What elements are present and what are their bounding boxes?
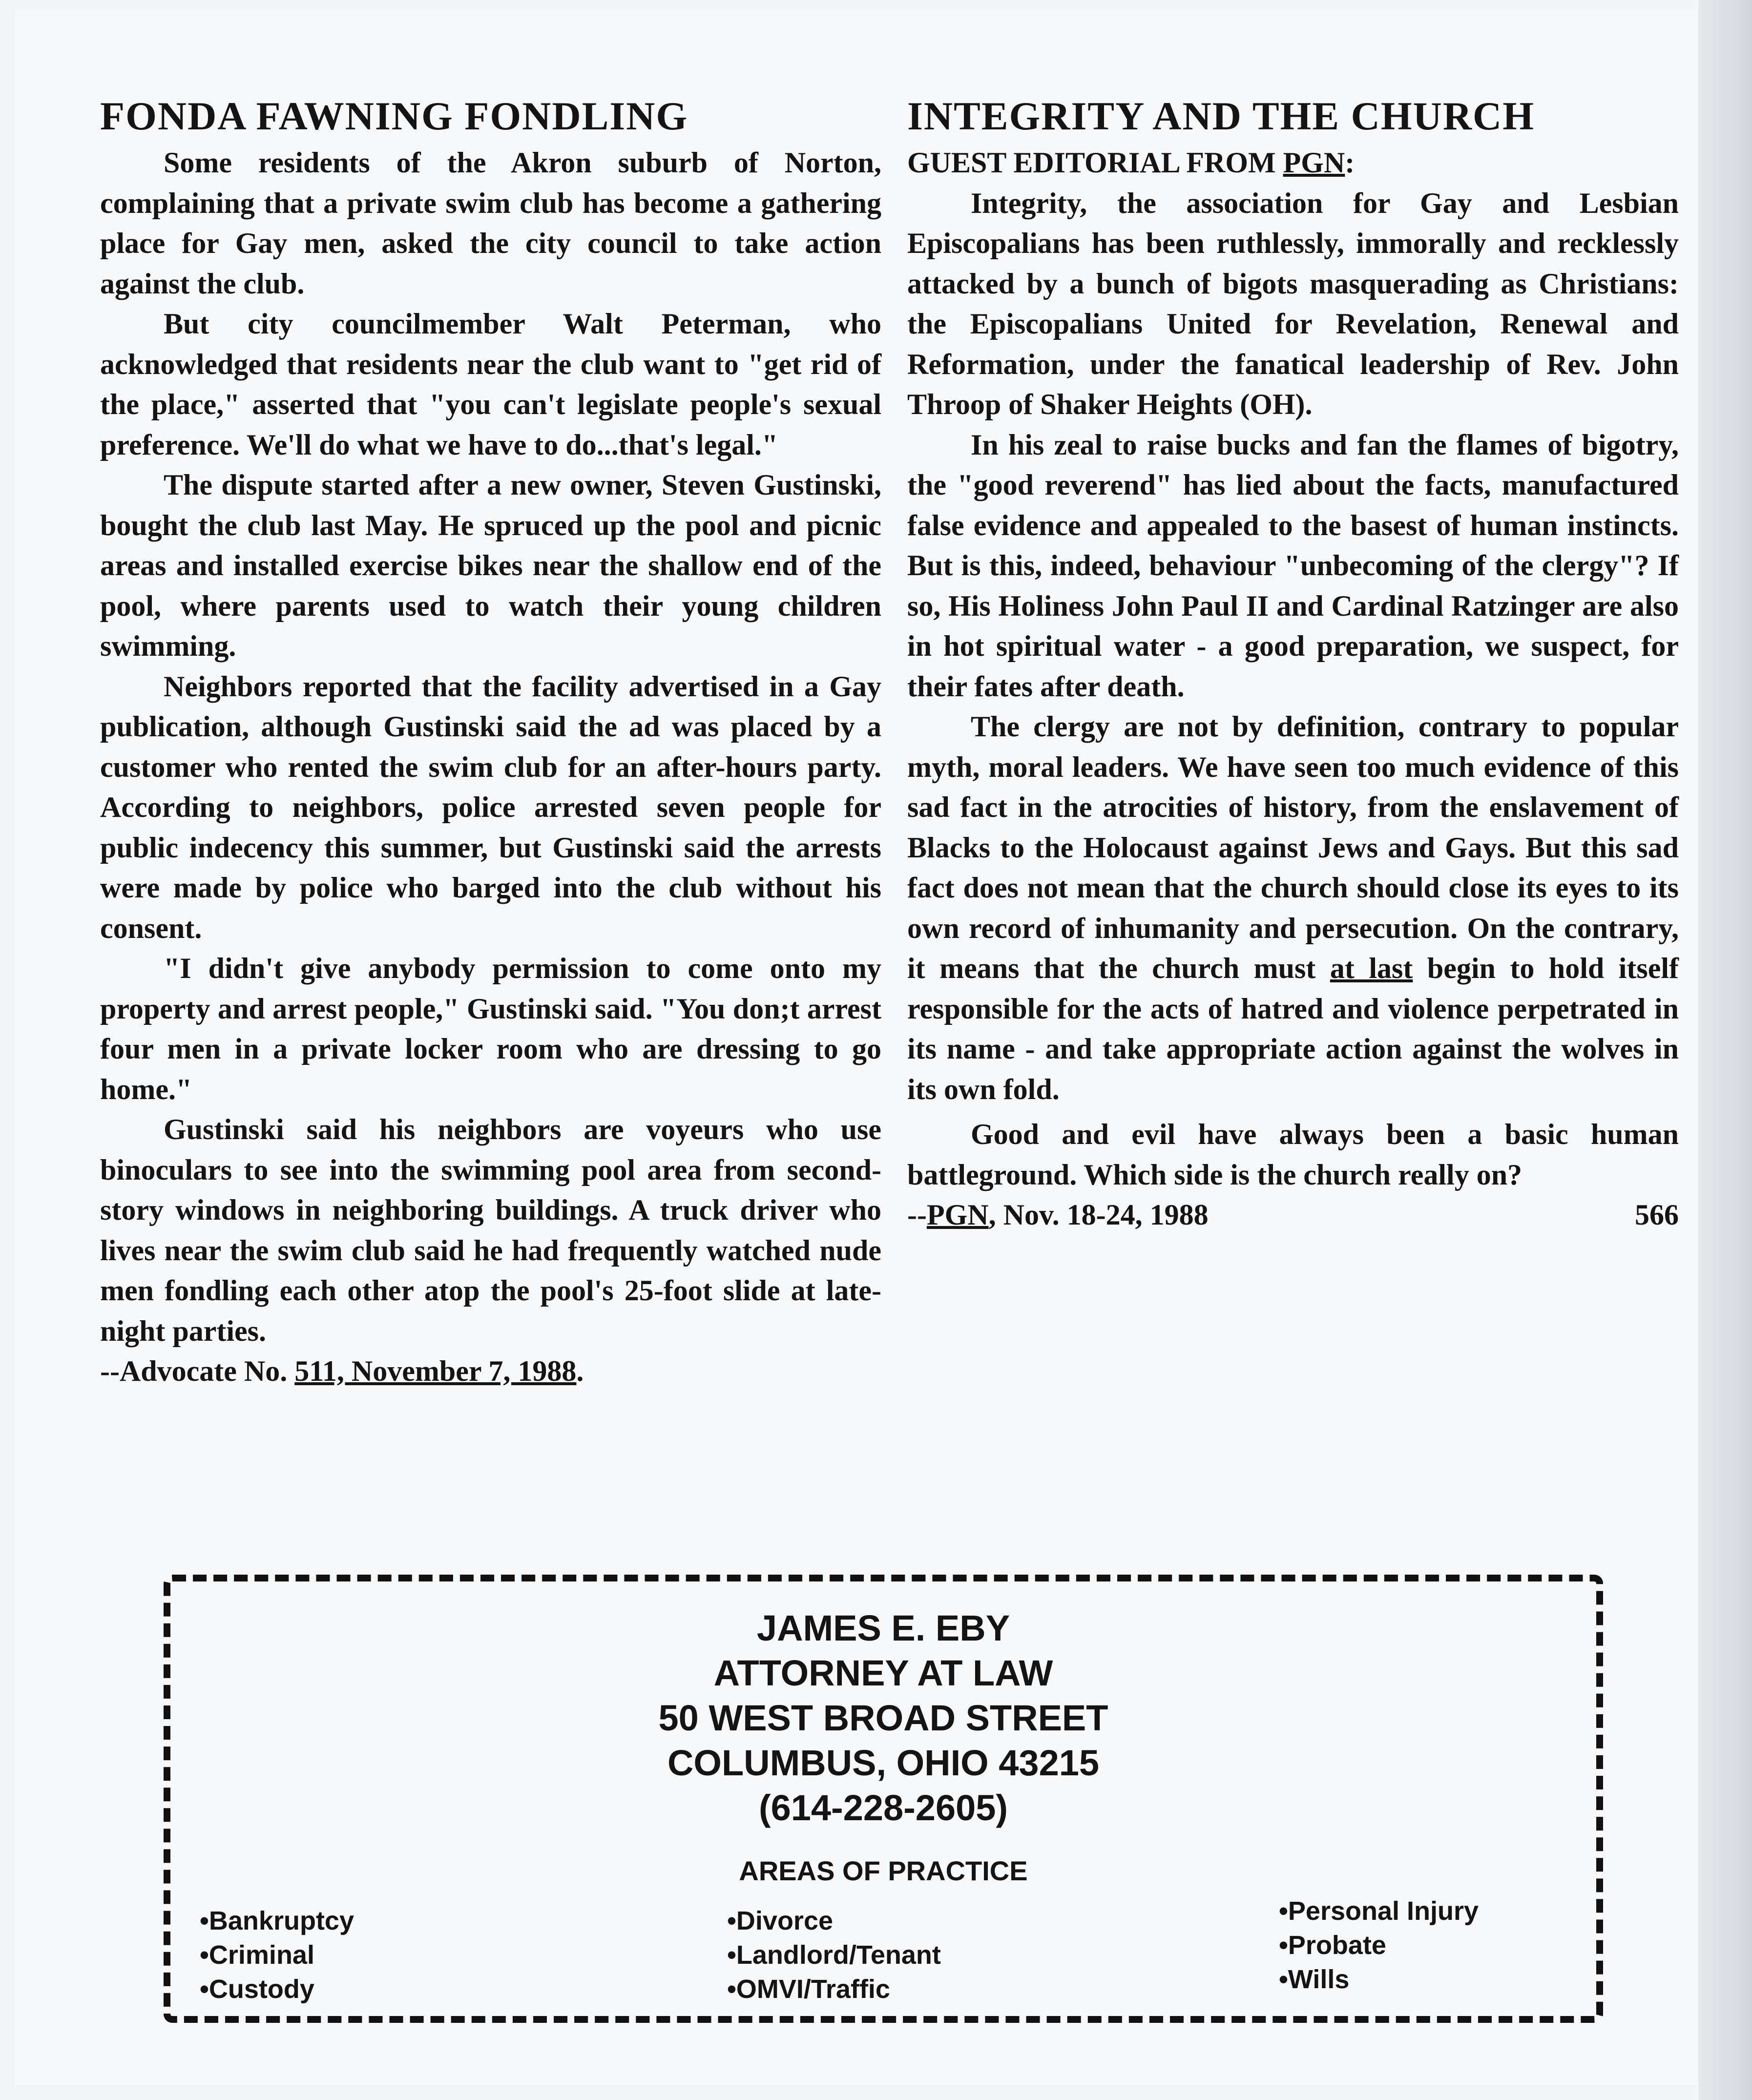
underlined-text: at last [1330, 952, 1413, 984]
page-number: 566 [1635, 1199, 1679, 1231]
practice-item: • Bankruptcy [200, 1904, 354, 1938]
attorney-title: ATTORNEY AT LAW [713, 1653, 1053, 1693]
right-headline: INTEGRITY AND THE CHURCH [907, 94, 1535, 138]
text-span: The clergy are not by definition, contrary to popular myth, moral leaders. We have seen too much evidence of this sad fact in the atrocities of history, from the enslavement of Blacks to the Holocaust against Jews and Gays. But this sad fact does not mean that the church should close its eyes to its own record of inhumanity and persecution. On the contrary, it means that the church must [907, 710, 1679, 984]
paragraph [907, 707, 1679, 1109]
practice-item: • Wills [1279, 1962, 1479, 1996]
practice-list-3 [1279, 1894, 1479, 1996]
source-prefix: -- [907, 1199, 927, 1231]
practice-item: • Probate [1279, 1928, 1479, 1962]
practice-list-2 [727, 1904, 941, 2006]
practice-item: • OMVI/Traffic [727, 1972, 941, 2006]
paragraph: "I didn't give anybody permission to come onto my property and arrest people," Gustinski said. "You don;t arrest four men in a private locker room who are dressing to go home." [100, 952, 881, 1105]
source-name: PGN [926, 1199, 989, 1231]
paragraph: But city councilmember Walt Peterman, who acknowledged that residents near the club want to "get rid of the place," asserted that "you can't legislate people's sexual preference. We'll do what we have to do...that's legal." [100, 308, 881, 461]
subhead [907, 143, 1679, 183]
source-credit [100, 1351, 881, 1392]
street-address: 50 WEST BROAD STREET [658, 1698, 1108, 1738]
areas-heading: AREAS OF PRACTICE [739, 1855, 1028, 1886]
practice-item: • Divorce [727, 1904, 941, 1938]
subhead-source: PGN [1283, 146, 1345, 179]
paragraph: In his zeal to raise bucks and fan the flames of bigotry, the "good reverend" has lied about the facts, manufactured false evidence and appealed to the basest of human instincts. But is this, indeed, behaviour "unbecoming of the clergy"? If so, His Holiness John Paul II and Cardinal Ratzinger are also in hot spiritual water - a good preparation, we suspect, for their fates after death. [907, 428, 1679, 703]
attorney-name: JAMES E. EBY [756, 1608, 1010, 1648]
paragraph: Neighbors reported that the facility advertised in a Gay publication, although Gustinski said the ad was placed by a customer who rented the swim club for an after-hours party. According to neighbors, police arrested seven people for public indecency this summer, but Gustinski said the arrests were made by police who barged into the club without his consent. [100, 670, 881, 944]
right-article [907, 93, 1679, 1235]
practice-item: • Criminal [200, 1938, 354, 1972]
text-span: begin to hold itself responsible for the acts of hatred and violence perpetrated in its name - and take appropriate action against the wolves in its own fold. [907, 952, 1679, 1105]
left-headline: FONDA FAWNING FONDLING [100, 94, 688, 138]
paragraph: The dispute started after a new owner, Steven Gustinski, bought the club last May. He spruced up the pool and picnic areas and installed exercise bikes near the shallow end of the pool, where parents used to watch their young children swimming. [100, 469, 881, 662]
page-edge-shadow [1698, 0, 1752, 2100]
source-prefix: --Advocate No. [100, 1355, 295, 1387]
source-issue: 511, November 7, 1988 [294, 1355, 577, 1387]
phone-number: (614-228-2605) [758, 1788, 1008, 1828]
paragraph: Some residents of the Akron suburb of Norton, complaining that a private swim club has become a gathering place for Gay men, asked the city council to take action against the club. [100, 146, 881, 300]
source-date: , Nov. 18-24, 1988 [988, 1199, 1209, 1231]
ad-header [170, 1606, 1596, 1830]
source-credit-row [907, 1195, 1679, 1235]
source-credit [907, 1195, 1209, 1235]
subhead-suffix: : [1345, 146, 1355, 179]
practice-item: • Custody [200, 1972, 354, 2006]
left-article [100, 93, 881, 1392]
practice-item: • Personal Injury [1279, 1894, 1479, 1928]
practice-item: • Landlord/Tenant [727, 1938, 941, 1972]
subhead-prefix: GUEST EDITORIAL FROM [907, 146, 1283, 179]
source-suffix: . [576, 1355, 584, 1387]
attorney-advertisement [164, 1575, 1603, 2023]
city-address: COLUMBUS, OHIO 43215 [667, 1743, 1100, 1783]
paragraph: Integrity, the association for Gay and Lesbian Episcopalians has been ruthlessly, immorally and recklessly attacked by a bunch of bigots masquerading as Christians: the Episcopalians United for Revelation, Renewal and Reformation, under the fanatical leadership of Rev. John Throop of Shaker Heights (OH). [907, 187, 1679, 420]
paragraph: Good and evil have always been a basic human battleground. Which side is the church really on? [907, 1118, 1679, 1191]
practice-list-1 [200, 1904, 354, 2006]
paragraph: Gustinski said his neighbors are voyeurs who use binoculars to see into the swimming pool area from second-story windows in neighboring buildings. A truck driver who lives near the swim club said he had frequently watched nude men fondling each other atop the pool's 25-foot slide at late-night parties. [100, 1113, 881, 1347]
